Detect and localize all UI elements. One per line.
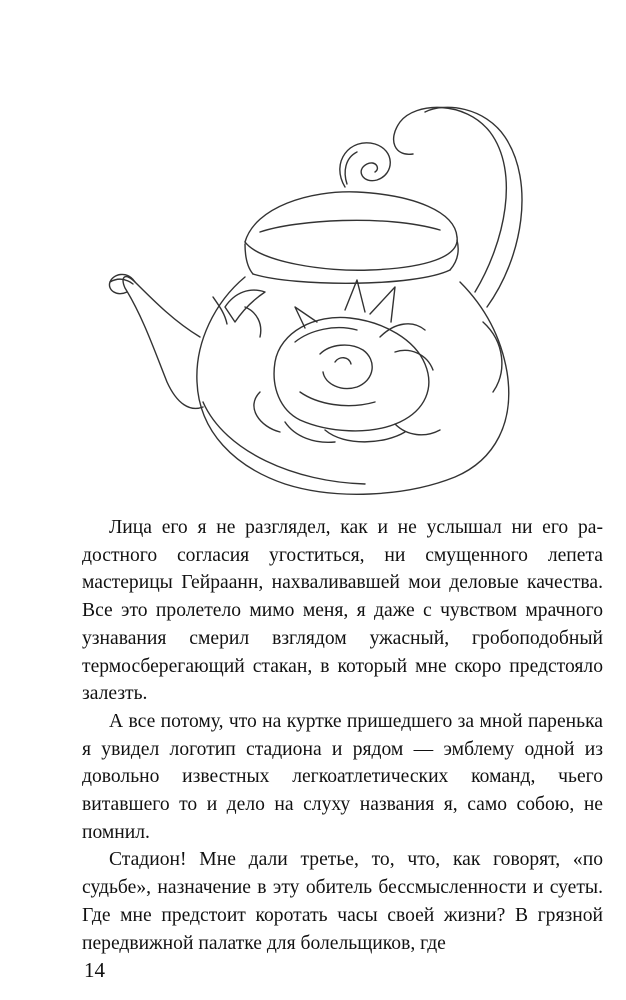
page-number: 14 [84,958,105,982]
teapot-with-dragon-icon [95,92,535,512]
paragraph-3: Стадион! Мне дали третье, то, что, как говорят, «по судьбе», назначение в эту обитель бессмысленности и суеты. Где мне предстоит коротать часы своей жизни? В грязной передвижной палатке для болельщиков, где [82,849,603,954]
paragraph-2: А все потому, что на куртке пришедшего за мной паренька я увидел логотип стадиона и рядом — эмблему одной из довольно известных легкоатлетических команд, чьего витавшего то и дело на слуху названия я, само собою, не помнил. [82,710,603,843]
body-text [82,514,603,957]
paragraph-1: Лица его я не разглядел, как и не услышал ни его радостного согласия угоститься, ни смущенного лепета мастерицы Гейраанн, нахваливавшей мои деловые качества. Все это пролетело мимо меня, я даже с чувством мрачного узнавания смерил взглядом ужасный, гробоподобный термосберегающий стакан, в который мне скоро предстояло залезть. [82,517,603,705]
